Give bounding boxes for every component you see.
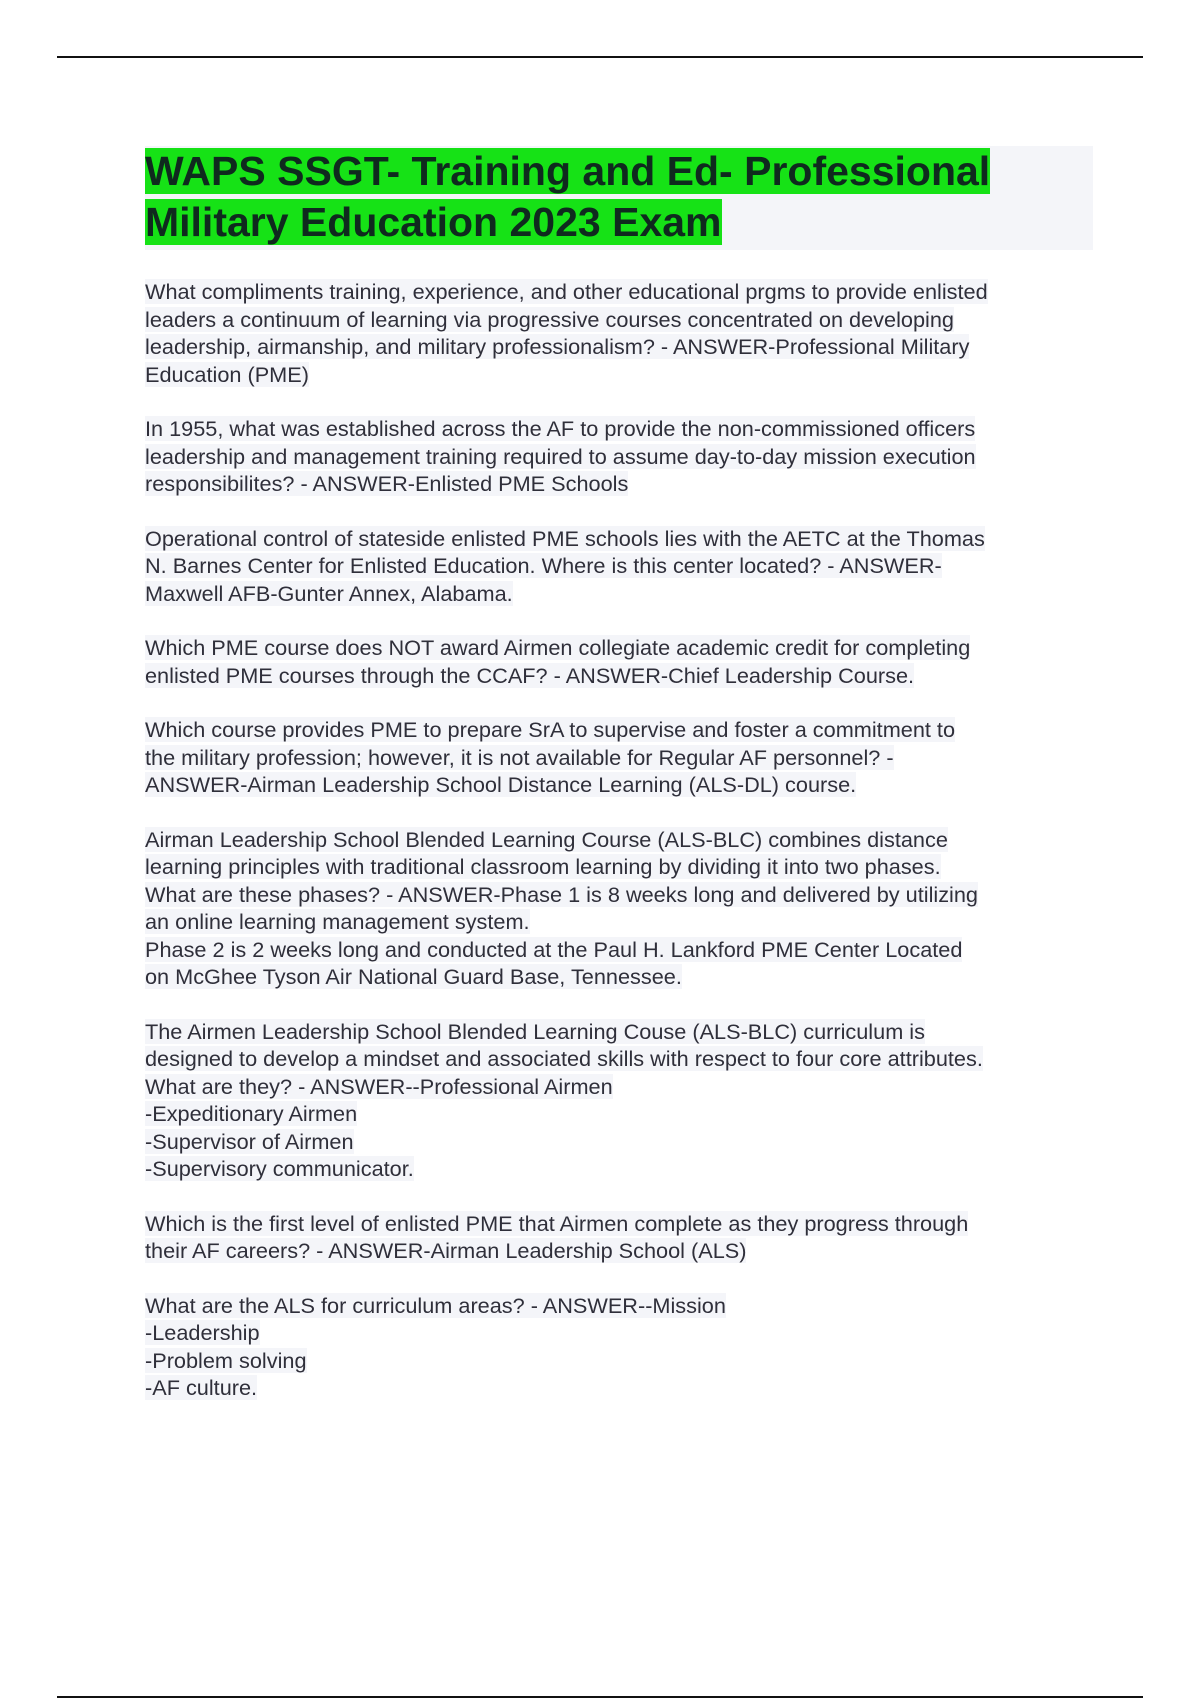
qa-line: an online learning management system. [145, 909, 530, 934]
qa-line: In 1955, what was established across the AF to provide the non-commissioned officers [145, 416, 976, 441]
qa-line: Maxwell AFB-Gunter Annex, Alabama. [145, 580, 513, 606]
qa-line: Which is the first level of enlisted PME that Airmen complete as they progress through [145, 1210, 969, 1236]
qa-line: What are they? - ANSWER--Professional Airmen [145, 1073, 613, 1099]
qa-line: The Airmen Leadership School Blended Learning Couse (ALS-BLC) curriculum is [145, 1018, 925, 1044]
qa-line: enlisted PME courses through the CCAF? - ANSWER-Chief Leadership Course. [145, 662, 915, 688]
qa-line: Phase 2 is 2 weeks long and conducted at the Paul H. Lankford PME Center Located [145, 936, 963, 962]
qa-item-5 [145, 716, 1095, 799]
qa-item-3 [145, 525, 1095, 608]
qa-line: -Leadership [145, 1320, 260, 1345]
title-line-2: Military Education 2023 Exam [145, 199, 722, 245]
qa-item-1 [145, 278, 1095, 388]
qa-item-6 [145, 826, 1095, 991]
qa-line: leaders a continuum of learning via progressive courses concentrated on developing [145, 306, 954, 332]
qa-line: N. Barnes Center for Enlisted Education. Where is this center located? - ANSWER- [145, 553, 942, 578]
qa-line: responsibilites? - ANSWER-Enlisted PME Schools [145, 471, 629, 496]
qa-line: -Supervisor of Airmen [145, 1128, 354, 1154]
footer-rule [57, 1696, 1143, 1698]
qa-line: -Expeditionary Airmen [145, 1101, 358, 1126]
qa-line: the military profession; however, it is not available for Regular AF personnel? - [145, 744, 894, 770]
qa-line: What are the ALS for curriculum areas? - ANSWER--Mission [145, 1292, 726, 1318]
qa-line: leadership and management training required to assume day-to-day mission execution [145, 443, 976, 469]
qa-line: Operational control of stateside enlisted PME schools lies with the AETC at the Thomas [145, 525, 985, 551]
qa-line: designed to develop a mindset and associated skills with respect to four core attributes. [145, 1046, 983, 1071]
qa-line: Which course provides PME to prepare SrA to supervise and foster a commitment to [145, 717, 956, 742]
qa-line: their AF careers? - ANSWER-Airman Leadership School (ALS) [145, 1238, 747, 1263]
qa-line: Airman Leadership School Blended Learning Course (ALS-BLC) combines distance [145, 826, 948, 852]
qa-line: -Problem solving [145, 1347, 307, 1373]
qa-item-9 [145, 1292, 1095, 1402]
document-body [145, 146, 1095, 1429]
qa-item-2 [145, 415, 1095, 498]
qa-line: leadership, airmanship, and military professionalism? - ANSWER-Professional Military [145, 334, 970, 359]
qa-line: on McGhee Tyson Air National Guard Base, Tennessee. [145, 964, 682, 989]
header-rule [57, 56, 1143, 58]
qa-line: learning principles with traditional classroom learning by dividing it into two phases. [145, 854, 941, 879]
qa-line: -AF culture. [145, 1375, 258, 1400]
qa-item-8 [145, 1210, 1095, 1265]
qa-line: ANSWER-Airman Leadership School Distance Learning (ALS-DL) course. [145, 772, 857, 797]
title-line-1: WAPS SSGT- Training and Ed- Professional [145, 148, 991, 194]
qa-line: -Supervisory communicator. [145, 1156, 414, 1181]
qa-line: Education (PME) [145, 361, 309, 387]
qa-item-4 [145, 634, 1095, 689]
qa-item-7 [145, 1018, 1095, 1183]
qa-line: Which PME course does NOT award Airmen collegiate academic credit for completing [145, 635, 971, 660]
document-title [145, 146, 1093, 250]
qa-line: What compliments training, experience, and other educational prgms to provide enlisted [145, 279, 988, 304]
qa-line: What are these phases? - ANSWER-Phase 1 is 8 weeks long and delivered by utilizing [145, 881, 978, 907]
